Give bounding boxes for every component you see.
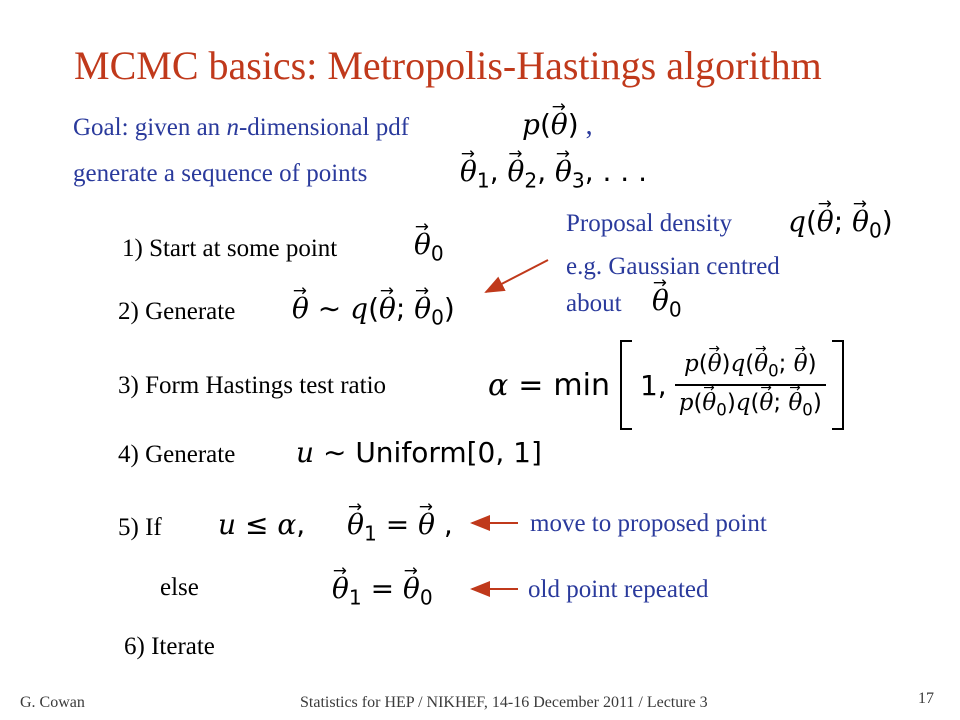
ratio-fraction: $\frac{p(\to \theta)q(\to \theta_0; \to \theta)}{p(\to \theta_0)q(\to \theta; \to \theta_0)}$ [675, 351, 826, 420]
step-5-math: u ≤ α, → $\theta_1$ = → θ , [218, 508, 453, 545]
step-1-math: → $\theta_0$ [414, 228, 444, 265]
goal-line-2: generate a sequence of points [73, 160, 368, 187]
step-5-label: 5) If [118, 514, 162, 541]
goal-text-a: Goal: given an [73, 114, 227, 141]
proposal-line-3: about [566, 290, 622, 317]
ratio-one: 1, [639, 368, 667, 402]
step-4-label: 4) Generate [118, 441, 236, 468]
proposal-line-1: Proposal density [566, 210, 732, 237]
footer-author: G. Cowan [20, 694, 85, 711]
step-3-math: α = min 1, $\frac{p(\to \theta)q(\to \theta_0; \to \theta)}{p(\to \theta_0)q(\to \theta; \to \theta_0)}$ [488, 340, 844, 430]
goal-text-n: n [226, 114, 239, 141]
proposal-expr: q(→ θ; → $\theta_0$) [788, 205, 893, 242]
footer-center: Statistics for HEP / NIKHEF, 14-16 December 2011 / Lecture 3 [300, 694, 708, 711]
slide-title: MCMC basics: Metropolis-Hastings algorithm [74, 43, 822, 88]
ratio-min: min [553, 367, 610, 403]
step-1-label: 1) Start at some point [122, 235, 338, 262]
goal-pdf: p(→ θ) , [522, 108, 593, 142]
annotation-old: old point repeated [528, 576, 709, 603]
proposal-line-2: e.g. Gaussian centred [566, 253, 780, 280]
goal-points: → $\theta_1$, → $\theta_2$, → $\theta_3$, . . . [460, 155, 647, 192]
step-6-label: 6) Iterate [124, 633, 215, 660]
annotation-move: move to proposed point [530, 510, 767, 537]
step-4-math: u ∼ Uniform[0, 1] [296, 436, 542, 469]
proposal-about-theta: → $\theta_0$ [652, 284, 682, 321]
else-label: else [160, 574, 199, 601]
step-2-label: 2) Generate [118, 298, 236, 325]
else-math: → $\theta_1$ = → $\theta_0$ [332, 572, 433, 609]
uniform-text: Uniform[0, 1] [355, 436, 542, 469]
step-2-math: → θ ∼ q(→ θ; → $\theta_0$) [292, 292, 455, 329]
proposal-arrow [486, 260, 548, 292]
step-3-label: 3) Form Hastings test ratio [118, 372, 387, 399]
page-number: 17 [918, 690, 934, 707]
goal-text-b: -dimensional pdf [238, 114, 410, 141]
